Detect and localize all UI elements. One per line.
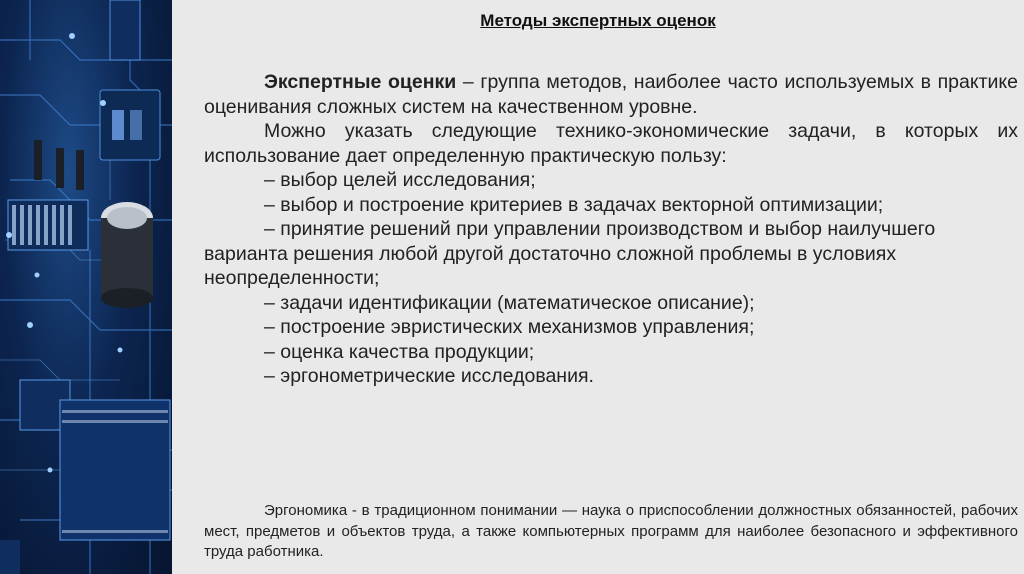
- list-item: – выбор целей исследования;: [264, 169, 536, 191]
- circuit-board-illustration: [0, 0, 172, 574]
- list-item: – эргонометрические исследования.: [264, 365, 594, 387]
- list-item: – оценка качества продукции;: [264, 340, 535, 363]
- slide-body: [204, 70, 1018, 389]
- list-item: – построение эвристических механизмов управления;: [264, 316, 755, 338]
- list-item: – задачи идентификации (математическое описание);: [264, 291, 755, 314]
- circuit-board-image: [0, 0, 172, 574]
- slide-content-panel: [172, 0, 1024, 574]
- intro-term: Экспертные оценки: [264, 71, 457, 93]
- slide-title: Методы экспертных оценок: [480, 11, 716, 30]
- intro-paragraph: [204, 70, 1018, 119]
- ergonomics-note: Эргономика - в традиционном понимании — наука о приспособлении должностных обязанностей, рабочих мест, предметов и объектов труда, а также компьютерных программ для наиболее безопасного и эффективного труда работника.: [204, 502, 1018, 560]
- intro-definition: – группа методов, наиболее часто используемых в практике оценивания сложных систем на качественном уровне.: [204, 71, 1019, 118]
- list-item: – выбор и построение критериев в задачах векторной оптимизации;: [264, 193, 884, 216]
- lead-paragraph: Можно указать следующие технико-экономические задачи, в которых их использование дает определенную практическую пользу:: [204, 120, 1018, 167]
- list-item: – принятие решений при управлении производством и выбор наилучшего варианта решения любой другой достаточно сложной проблемы в условиях неопределенности;: [204, 218, 936, 289]
